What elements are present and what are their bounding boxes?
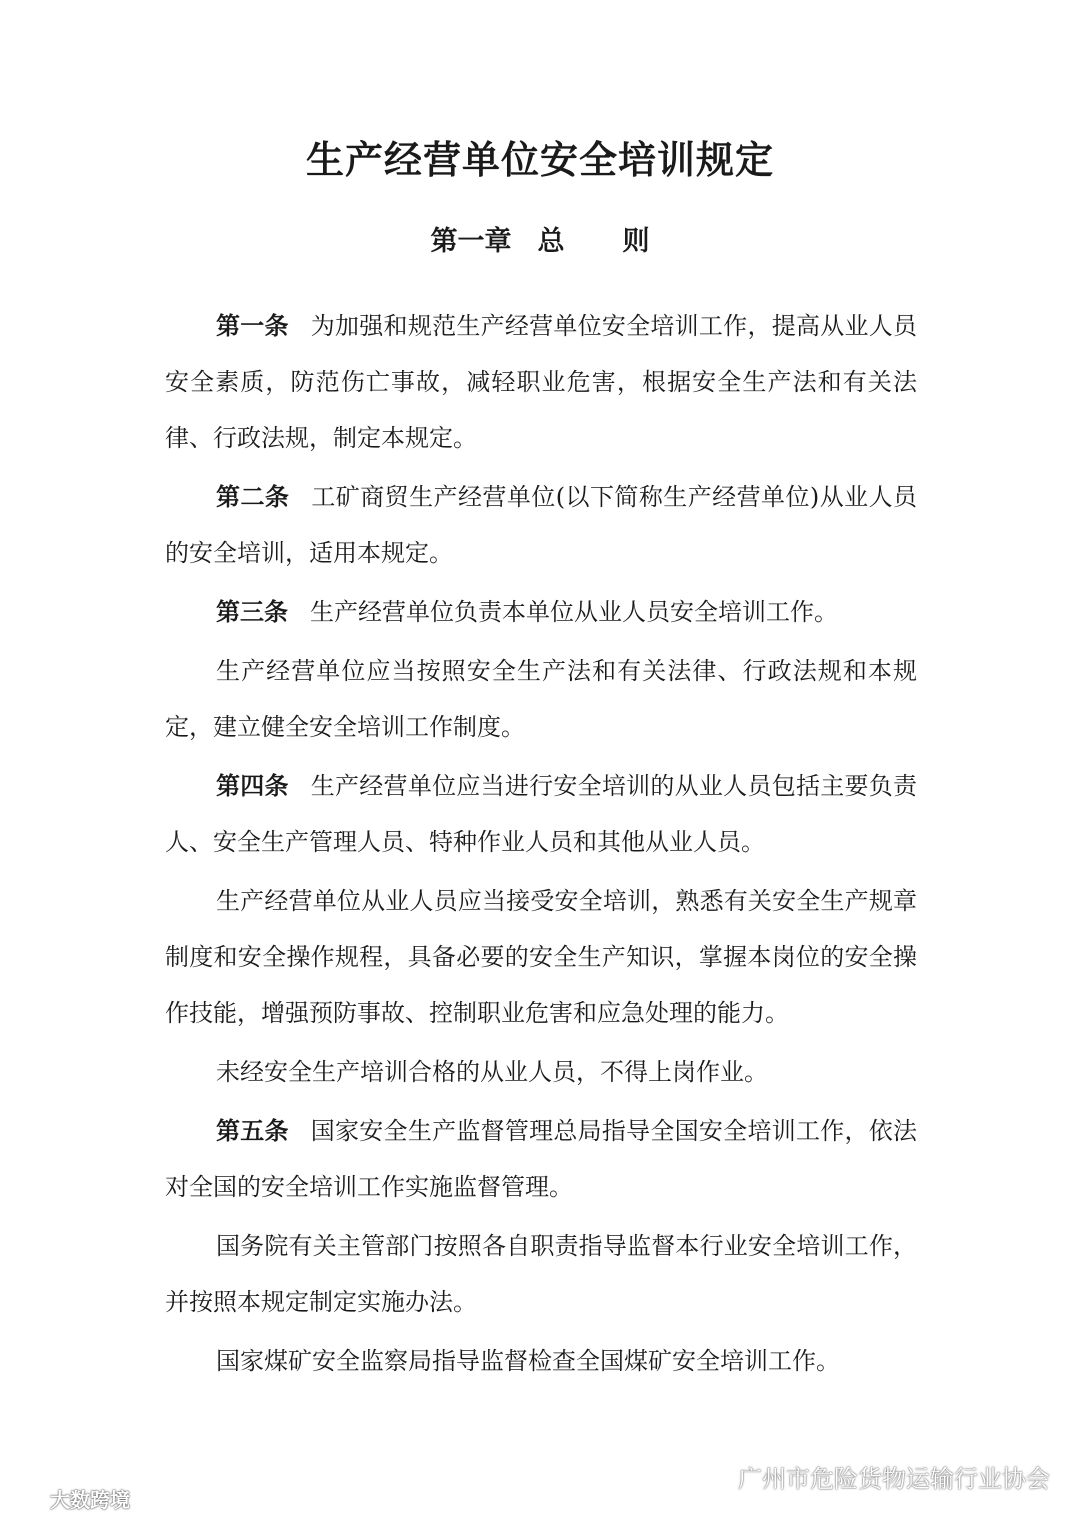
paragraph-text: 国务院有关主管部门按照各自职责指导监督本行业安全培训工作，并按照本规定制定实施办法。 bbox=[165, 1232, 917, 1316]
paragraph-text: 工矿商贸生产经营单位(以下简称生产经营单位)从业人员的安全培训，适用本规定。 bbox=[165, 483, 918, 567]
paragraph-article-1 bbox=[165, 298, 917, 466]
article-label: 第一条 bbox=[216, 311, 289, 340]
article-label: 第四条 bbox=[216, 771, 289, 800]
wechat-icon bbox=[700, 1463, 730, 1489]
paragraph-text: 国家安全生产监督管理总局指导全国安全培训工作，依法对全国的安全培训工作实施监督管理。 bbox=[165, 1117, 918, 1201]
article-label: 第五条 bbox=[216, 1116, 289, 1145]
chapter-name-part2: 则 bbox=[622, 226, 650, 257]
paragraph bbox=[165, 1044, 917, 1100]
chapter-number: 第一章 bbox=[430, 226, 512, 257]
article-label: 第二条 bbox=[216, 482, 290, 511]
paragraph-text: 生产经营单位应当按照安全生产法和有关法律、行政法规和本规定，建立健全安全培训工作制度。 bbox=[165, 657, 917, 741]
paragraph-text: 国家煤矿安全监察局指导监督检查全国煤矿安全培训工作。 bbox=[216, 1347, 840, 1375]
paragraph-article-4 bbox=[165, 758, 917, 870]
paragraph-article-2 bbox=[165, 469, 917, 581]
paragraph-text: 为加强和规范生产经营单位安全培训工作，提高从业人员安全素质，防范伤亡事故，减轻职业危害，根据安全生产法和有关法律、行政法规，制定本规定。 bbox=[165, 312, 918, 452]
weibo-icon bbox=[12, 1486, 44, 1510]
paragraph bbox=[165, 873, 917, 1041]
chapter-name-part1: 总 bbox=[537, 226, 565, 257]
paragraph-text: 生产经营单位负责本单位从业人员安全培训工作。 bbox=[310, 598, 838, 626]
wechat-account-name: 广州市危险货物运输行业协会 bbox=[738, 1464, 1050, 1493]
paragraph-article-3 bbox=[165, 584, 917, 640]
document-body bbox=[165, 298, 917, 1392]
weibo-account-name: 大数跨境 bbox=[50, 1487, 130, 1512]
article-label: 第三条 bbox=[216, 597, 288, 626]
document-title: 生产经营单位安全培训规定 bbox=[305, 137, 774, 182]
paragraph-text: 生产经营单位从业人员应当接受安全培训，熟悉有关安全生产规章制度和安全操作规程，具备必要的安全生产知识，掌握本岗位的安全操作技能，增强预防事故、控制职业危害和应急处理的能力。 bbox=[165, 887, 917, 1027]
weibo-watermark bbox=[12, 1478, 130, 1518]
paragraph-text: 生产经营单位应当进行安全培训的从业人员包括主要负责人、安全生产管理人员、特种作业人员和其他从业人员。 bbox=[165, 772, 918, 856]
wechat-watermark bbox=[700, 1456, 1050, 1496]
chapter-title bbox=[0, 220, 1080, 264]
paragraph bbox=[165, 1333, 917, 1389]
paragraph bbox=[165, 643, 917, 755]
paragraph-article-5 bbox=[165, 1103, 917, 1215]
paragraph bbox=[165, 1218, 917, 1330]
paragraph-text: 未经安全生产培训合格的从业人员，不得上岗作业。 bbox=[216, 1058, 768, 1086]
